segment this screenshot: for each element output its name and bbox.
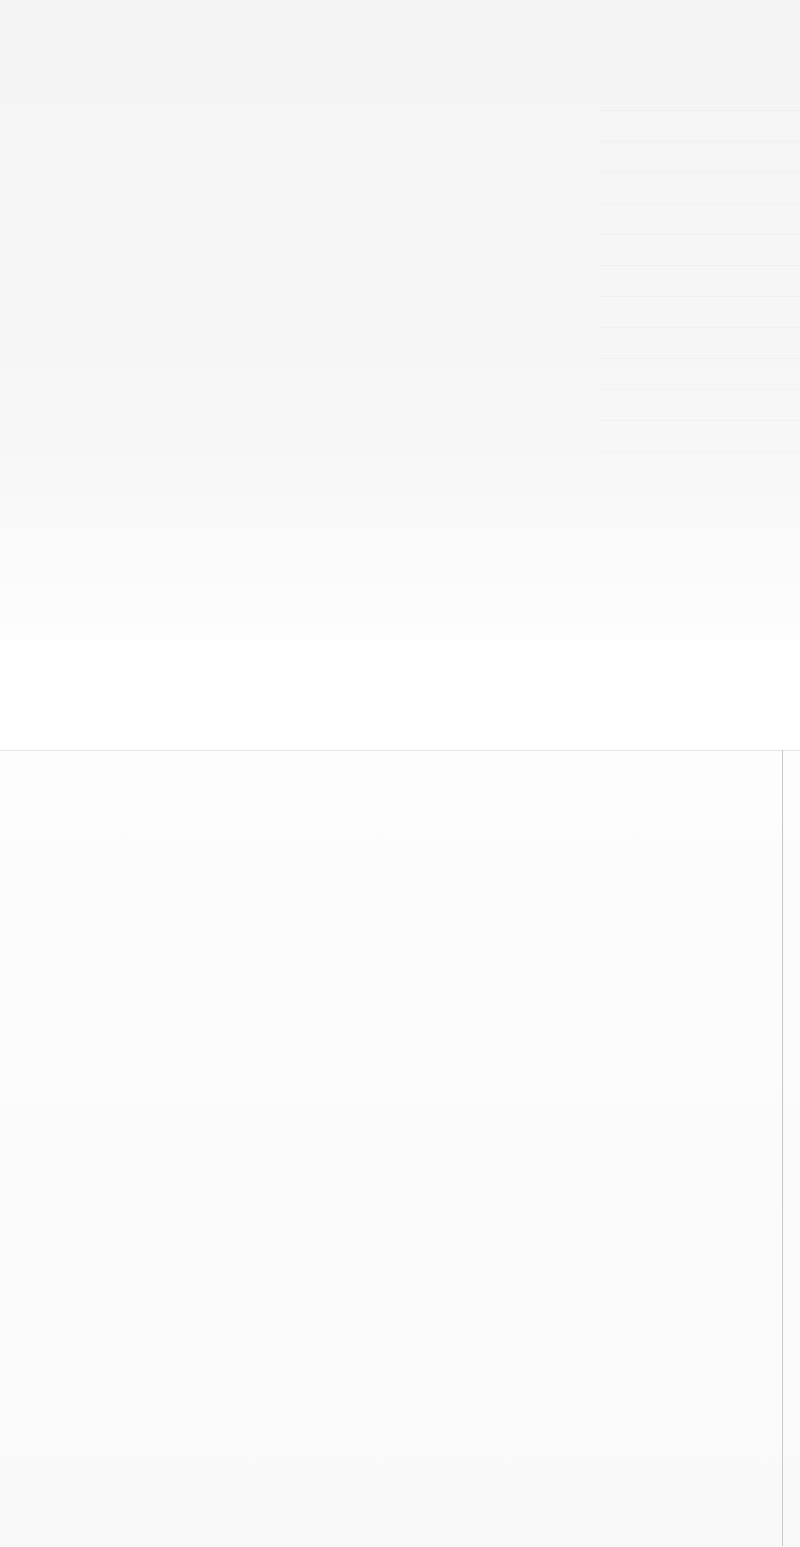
bleed-through-text [600, 80, 800, 480]
page-header [0, 690, 800, 750]
toc-page-bottom [0, 750, 800, 1547]
page-edge [782, 750, 783, 1546]
page-gap [0, 640, 800, 690]
toc-page-top [0, 0, 800, 640]
